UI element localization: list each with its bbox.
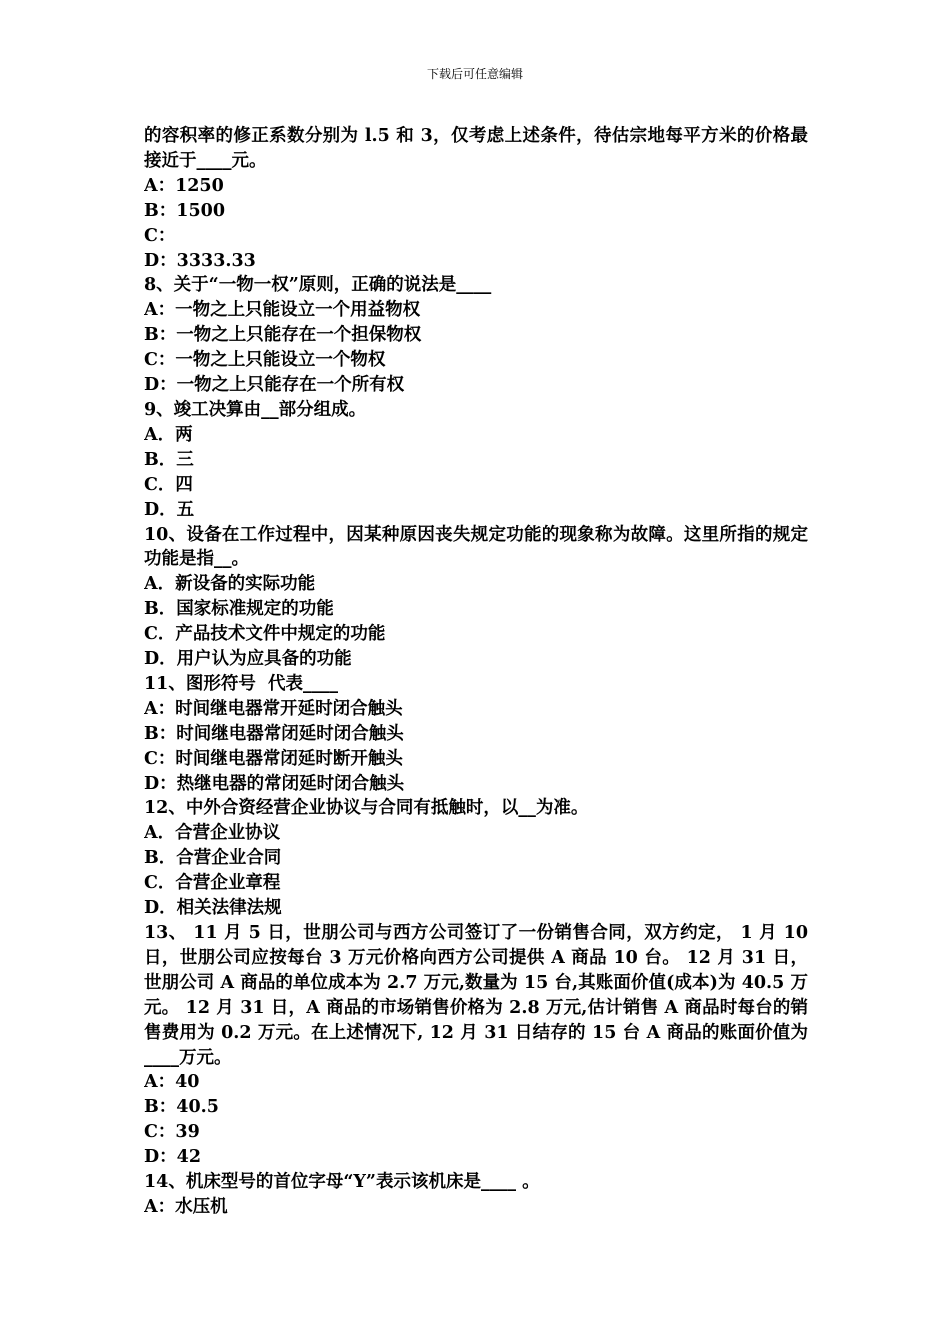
question-13-option-c: C：39 (144, 1122, 200, 1143)
question-8-option-d: D：一物之上只能存在一个所有权 (144, 375, 405, 396)
question-10-option-d: D．用户认为应具备的功能 (144, 649, 352, 670)
question-11-stem: 11、图形符号 代表____ (144, 673, 339, 694)
document-body (144, 124, 808, 1220)
question-11-option-b: B：时间继电器常闭延时闭合触头 (144, 723, 404, 744)
question-9-option-a: A．两 (144, 424, 193, 445)
question-14-stem: 14、机床型号的首位字母“Y”表示该机床是____ 。 (144, 1172, 540, 1193)
question-13-option-a: A：40 (144, 1072, 200, 1093)
question-10-option-c: C．产品技术文件中规定的功能 (144, 624, 386, 645)
question-12-option-c: C．合营企业章程 (144, 873, 281, 894)
question-12-stem: 12、中外合资经营企业协议与合同有抵触时，以__为准。 (144, 798, 589, 819)
question-11-option-d: D：热继电器的常闭延时闭合触头 (144, 773, 405, 794)
page-header: 下载后可任意编辑 (426, 67, 523, 81)
question-14-option-a: A：水压机 (144, 1196, 228, 1217)
question-7-option-b: B：1500 (144, 200, 225, 221)
question-8-option-b: B：一物之上只能存在一个担保物权 (144, 325, 422, 346)
question-9-stem: 9、竣工决算由__部分组成。 (144, 399, 367, 420)
question-13-option-d: D：42 (144, 1147, 202, 1168)
question-12-option-b: B．合营企业合同 (144, 848, 282, 869)
question-12-option-a: A．合营企业协议 (144, 823, 281, 844)
question-13-option-b: B：40.5 (144, 1097, 219, 1118)
question-9-option-b: B．三 (144, 449, 194, 470)
question-10-stem: 10、设备在工作过程中，因某种原因丧失规定功能的现象称为故障。这里所指的规定功能是指__。 (144, 524, 808, 570)
question-7-option-a: A：1250 (144, 175, 224, 196)
question-8-option-a: A：一物之上只能设立一个用益物权 (144, 300, 421, 321)
question-8-stem: 8、关于“一物一权”原则，正确的说法是____ (144, 275, 492, 296)
question-12-option-d: D．相关法律法规 (144, 898, 282, 919)
question-11-option-c: C：时间继电器常闭延时断开触头 (144, 748, 403, 769)
question-7-stem-continuation: 的容积率的修正系数分别为 l.5 和 3，仅考虑上述条件，待估宗地每平方米的价格最接近于____元。 (144, 126, 808, 171)
question-13-stem: 13、 11 月 5 日，世朋公司与西方公司签订了一份销售合同，双方约定， 1 月 10 日，世朋公司应按每台 3 万元价格向西方公司提供 A 商品 10 台。 12 月 31 日，世朋公司 A 商品的单位成本为 2.7 万元,数量为 15 台,其账面价值(成本)为 40.5 万元。 12 月 31 日，A 商品的市场销售价格为 2.8 万元,估计销售 A 商品时每台的销售费用为 0.2 万元。在上述情况下, 12 月 31 日结存的 15 台 A 商品的账面价值为____万元。 (144, 923, 808, 1068)
question-9-option-d: D．五 (144, 499, 195, 520)
question-10-option-b: B．国家标准规定的功能 (144, 599, 334, 620)
question-7-option-d: D：3333.33 (144, 250, 256, 271)
question-10-option-a: A．新设备的实际功能 (144, 574, 316, 595)
question-8-option-c: C：一物之上只能设立一个物权 (144, 350, 386, 371)
question-7-option-c: C： (144, 225, 176, 246)
question-11-option-a: A：时间继电器常开延时闭合触头 (144, 698, 403, 719)
question-9-option-c: C．四 (144, 474, 193, 495)
